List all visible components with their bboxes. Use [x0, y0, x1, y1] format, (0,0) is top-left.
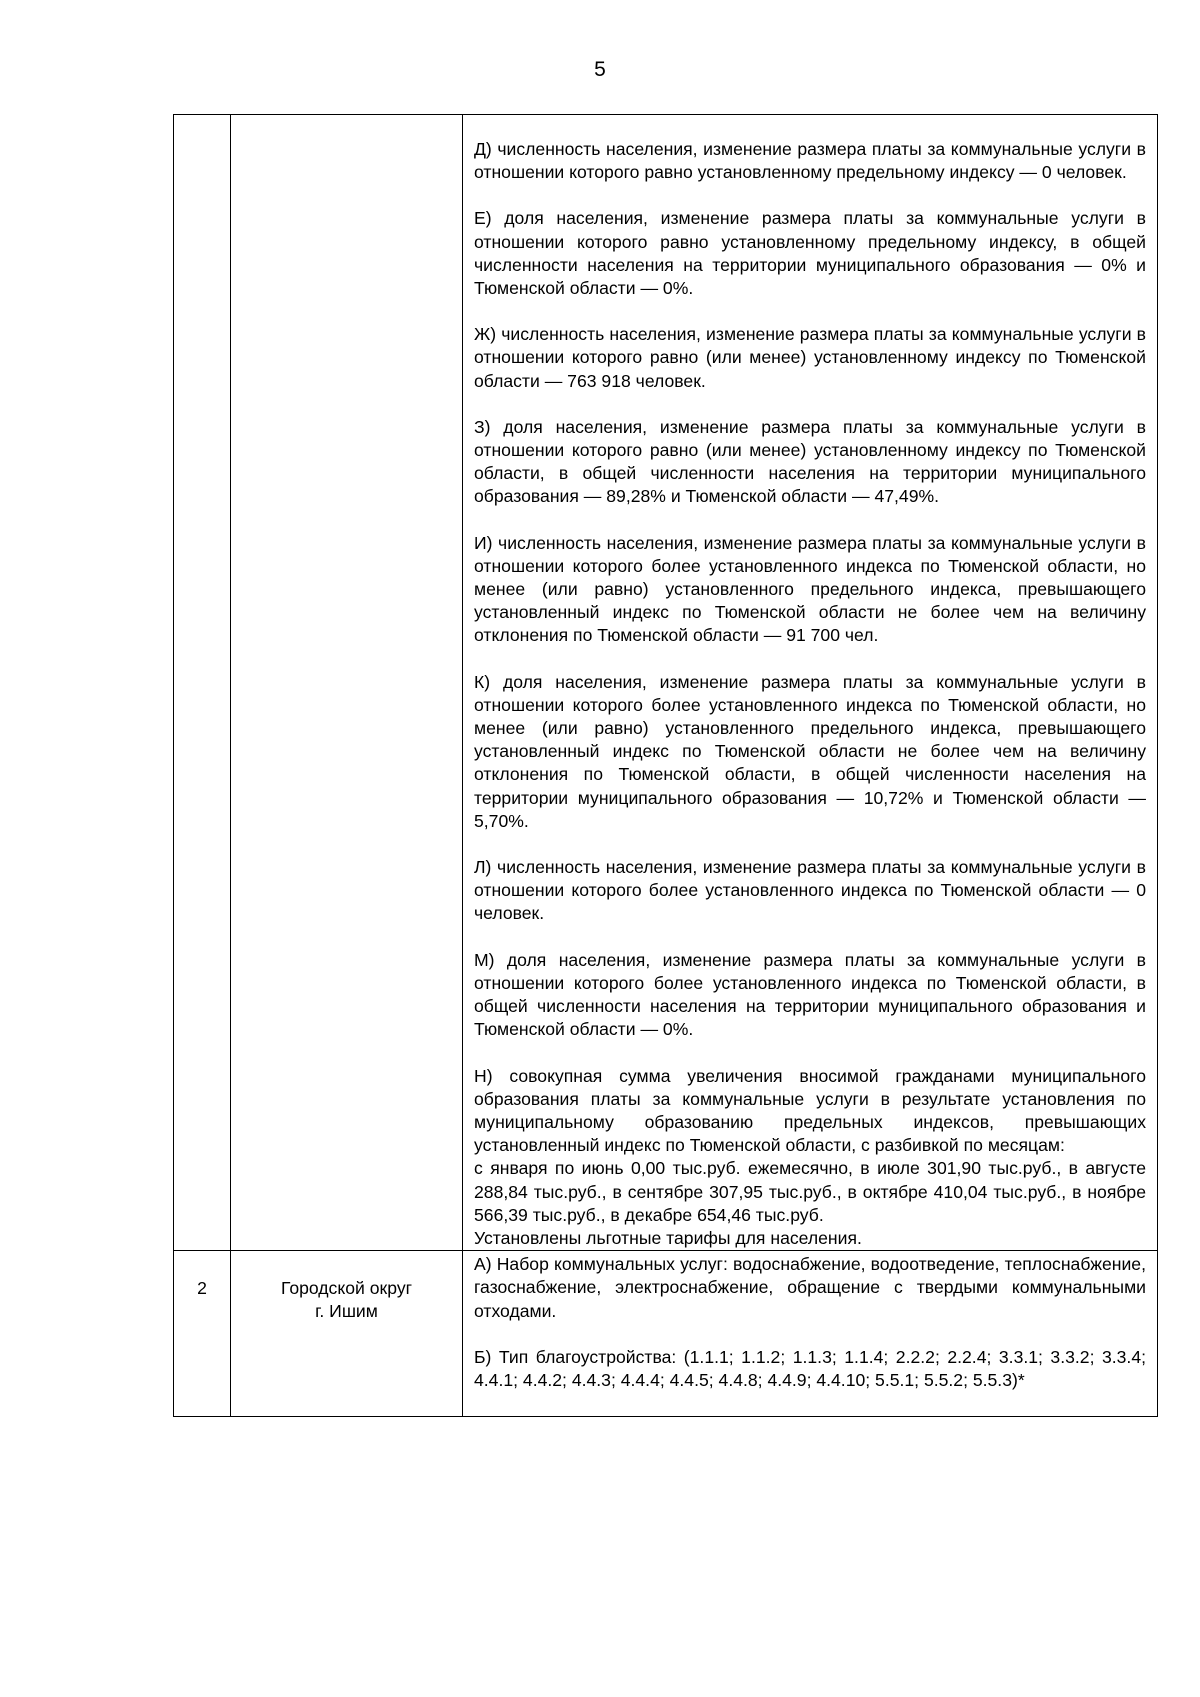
indicator-z-paragraph: З) доля населения, изменение размера платы за коммунальные услуги в отношении которого равно (или менее) установленному индексу по Тюменской области, в общей численности населения на территории муниципального образования — 89,28% и Тюменской области — 47,49%.	[474, 416, 1146, 507]
indicator-n-block	[474, 1065, 1146, 1251]
indicator-a-paragraph: А) Набор коммунальных услуг: водоснабжение, водоотведение, теплоснабжение, газоснабжение, электроснабжение, обращение с твердыми коммунальными отходами.	[474, 1254, 1146, 1321]
tariff-note: Установлены льготные тарифы для населения.	[474, 1227, 862, 1248]
row-number-cell: 2	[174, 1251, 231, 1417]
municipality-name-cell	[231, 115, 463, 1251]
indicators-cell	[463, 1251, 1158, 1417]
indicator-l-paragraph: Л) численность населения, изменение размера платы за коммунальные услуги в отношении которого более установленного индекса по Тюменской области — 0 человек.	[474, 857, 1146, 924]
row-number-cell	[174, 115, 231, 1251]
page-number: 5	[594, 58, 606, 81]
indicator-e-paragraph: Е) доля населения, изменение размера платы за коммунальные услуги в отношении которого равно установленному предельному индексу, в общей численности населения на территории муниципального образования — 0% и Тюменской области — 0%.	[474, 208, 1146, 299]
indicators-cell	[463, 115, 1158, 1251]
municipality-name-line: г. Ишим	[315, 1301, 378, 1322]
table-row	[174, 1251, 1158, 1417]
indicator-zh-paragraph: Ж) численность населения, изменение размера платы за коммунальные услуги в отношении которого равно (или менее) установленному индексу по Тюменской области — 763 918 человек.	[474, 324, 1146, 391]
indicator-n-intro: Н) совокупная сумма увеличения вносимой гражданами муниципального образования платы за коммунальные услуги в результате установления по муниципальному образованию предельных индексов, превышающих установленный индекс по Тюменской области, с разбивкой по месяцам:	[474, 1065, 1146, 1156]
municipality-name-cell	[231, 1251, 463, 1417]
indicator-k-paragraph: К) доля населения, изменение размера платы за коммунальные услуги в отношении которого более установленного индекса по Тюменской области, но менее (или равно) установленного предельного индекса, превышающего установленный индекс по Тюменской области не более чем на величину отклонения по Тюменской области, в общей численности населения на территории муниципального образования — 10,72% и Тюменской области — 5,70%.	[474, 671, 1146, 831]
indicator-m-paragraph: М) доля населения, изменение размера платы за коммунальные услуги в отношении которого более установленного индекса по Тюменской области, в общей численности населения на территории муниципального образования и Тюменской области — 0%.	[474, 949, 1146, 1040]
indicator-i-paragraph: И) численность населения, изменение размера платы за коммунальные услуги в отношении которого более установленного индекса по Тюменской области, но менее (или равно) установленного предельного индекса, превышающего установленный индекс по Тюменской области не более чем на величину отклонения по Тюменской области — 91 700 чел.	[474, 532, 1146, 646]
municipality-name-line: Городской округ	[280, 1278, 413, 1299]
table-row	[174, 115, 1158, 1251]
indicator-n-months: с января по июнь 0,00 тыс.руб. ежемесячно, в июле 301,90 тыс.руб., в августе 288,84 тыс.руб., в сентябре 307,95 тыс.руб., в октябре 410,04 тыс.руб., в ноябре 566,39 тыс.руб., в декабре 654,46 тыс.руб.	[474, 1158, 1146, 1225]
indicator-d-paragraph: Д) численность населения, изменение размера платы за коммунальные услуги в отношении которого равно установленному предельному индексу — 0 человек.	[474, 139, 1146, 183]
indicator-b-paragraph: Б) Тип благоустройства: (1.1.1; 1.1.2; 1.1.3; 1.1.4; 2.2.2; 2.2.4; 3.3.1; 3.3.2; 3.3.4; 4.4.1; 4.4.2; 4.4.3; 4.4.4; 4.4.5; 4.4.8; 4.4.9; 4.4.10; 5.5.1; 5.5.2; 5.5.3)*	[474, 1346, 1146, 1390]
municipal-data-table	[173, 114, 1158, 1417]
